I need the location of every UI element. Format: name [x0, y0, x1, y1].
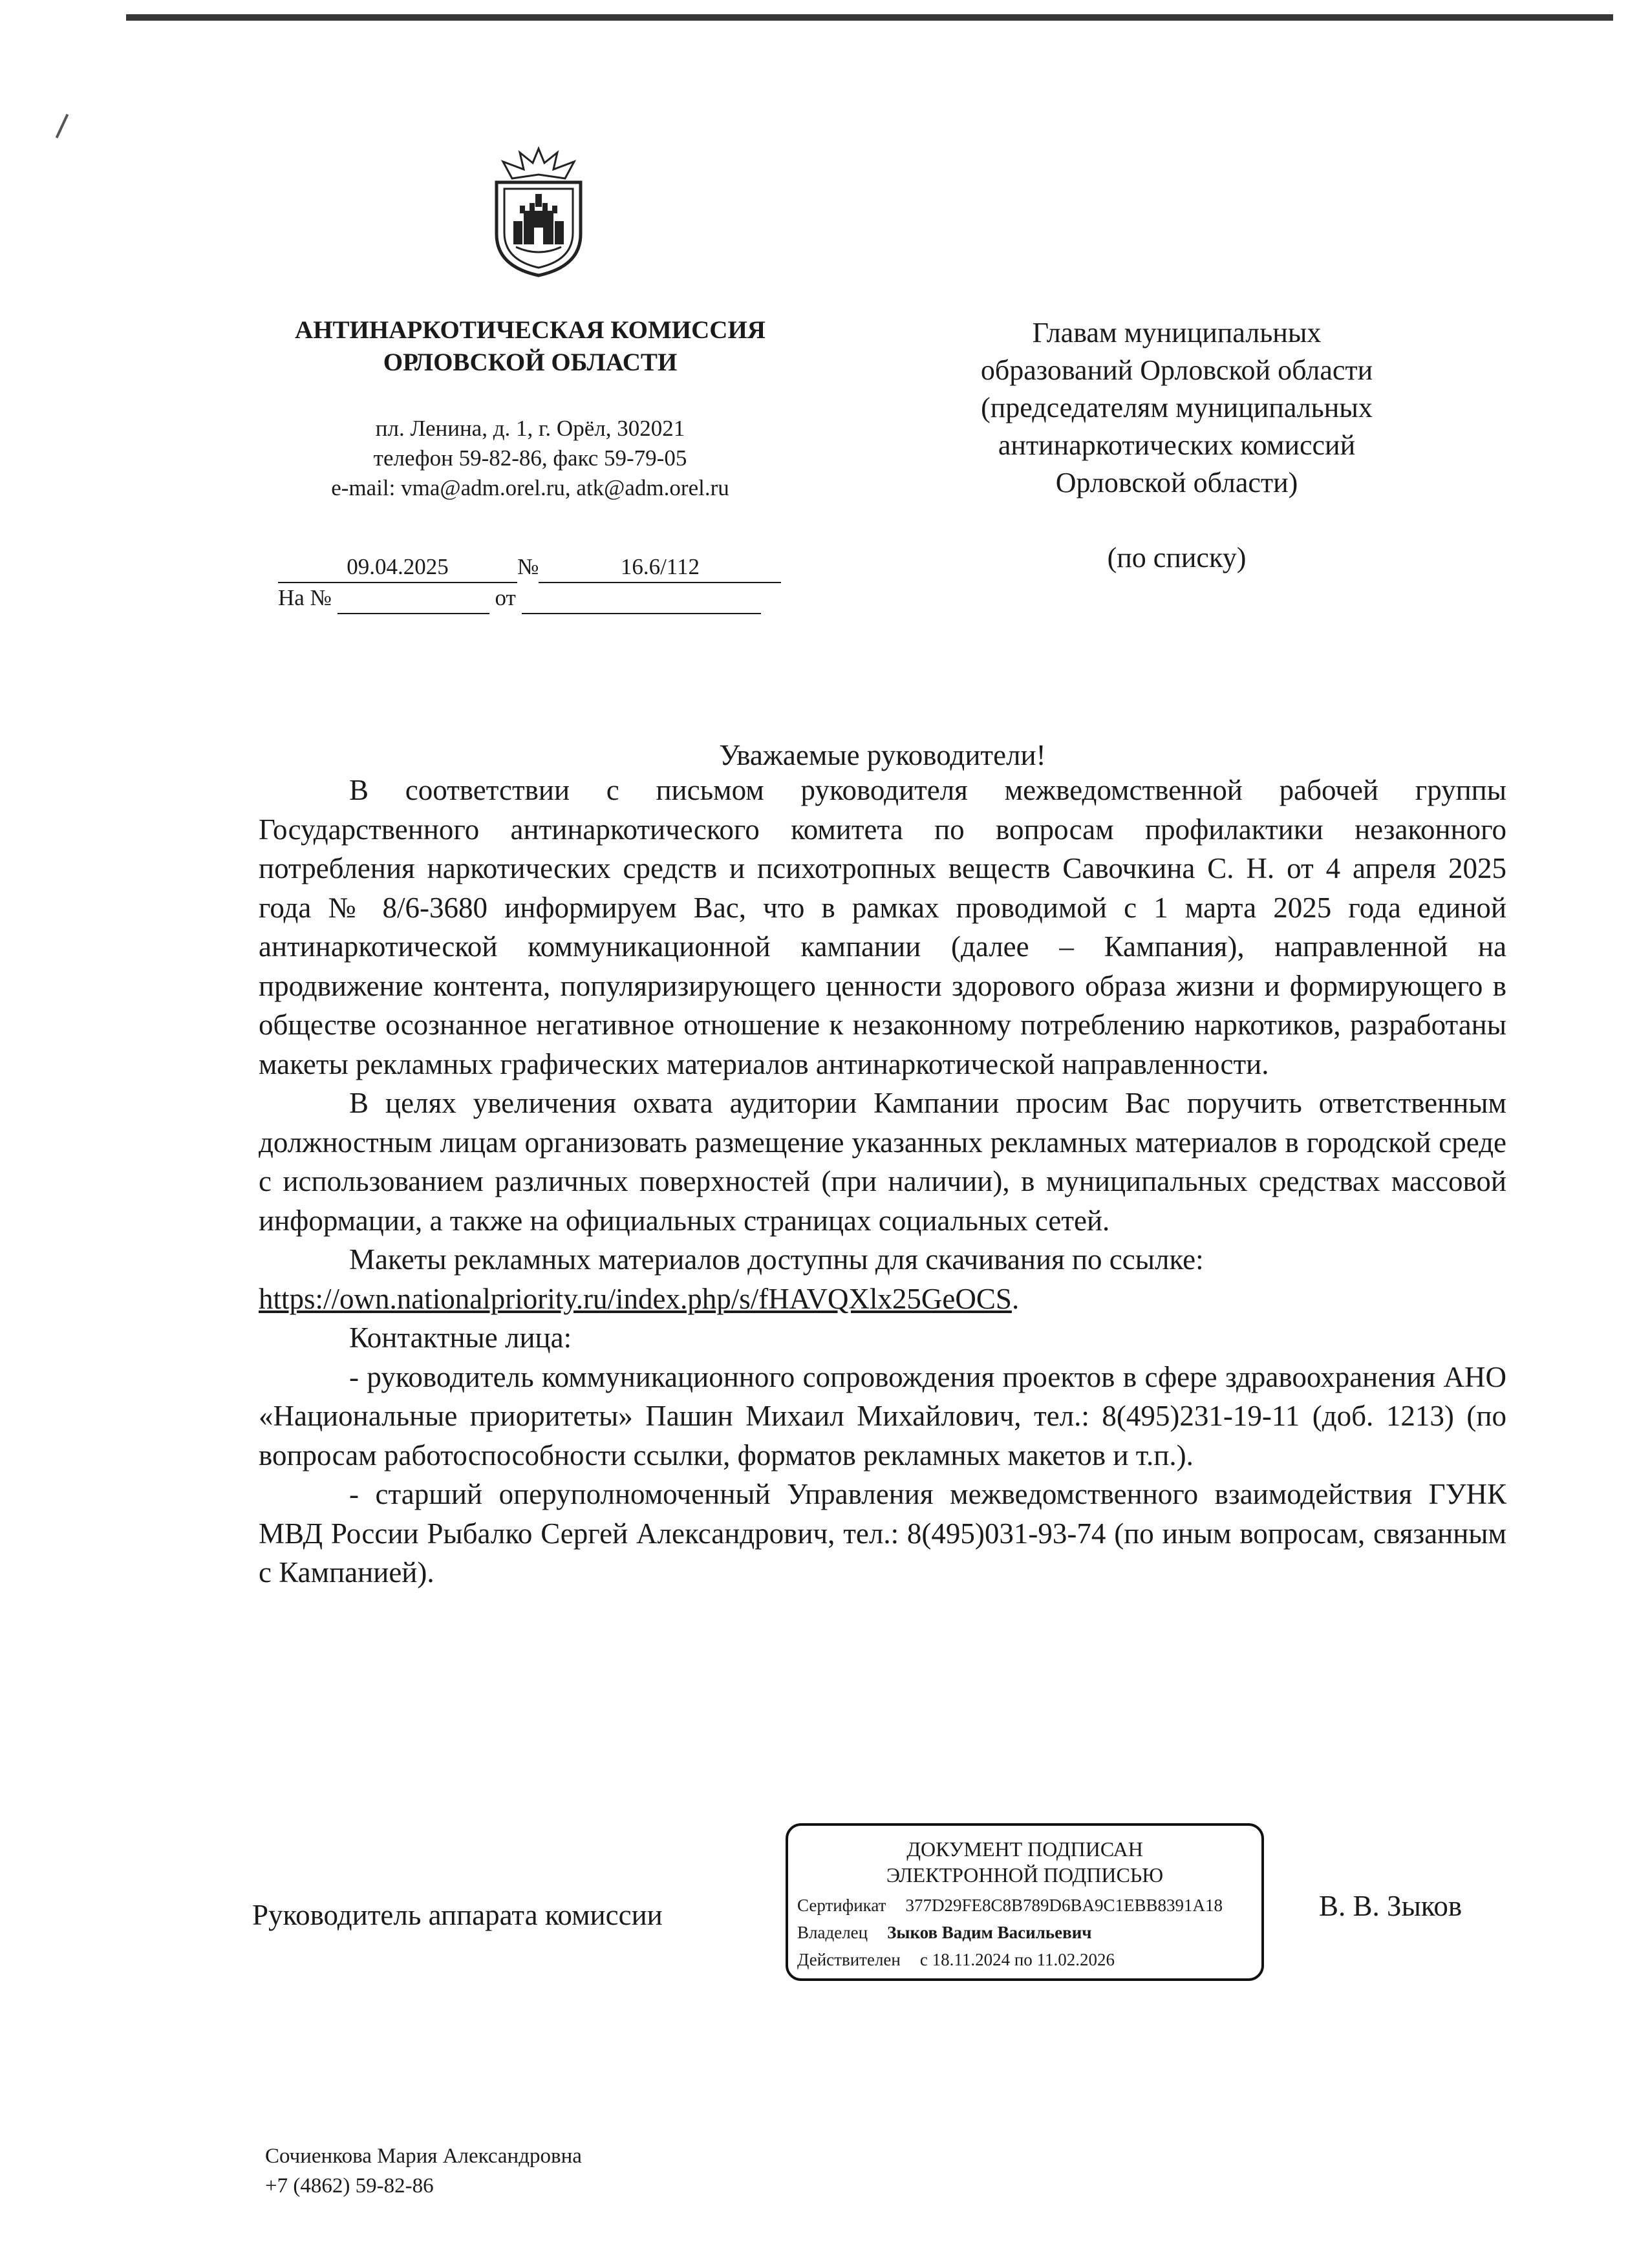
- materials-link[interactable]: https://own.nationalpriority.ru/index.php/s/fHAVQXlx25GeOCS: [259, 1282, 1012, 1315]
- signatory-title: Руководитель аппарата комиссии: [252, 1899, 663, 1931]
- link-line: https://own.nationalpriority.ru/index.php/s/fHAVQXlx25GeOCS.: [259, 1282, 1020, 1315]
- contact-2: - старший оперуполномоченный Управления межведомственного взаимодействия ГУНК МВД России Рыбалко Сергей Александрович, тел.: 8(495)031-93-74 (по иным вопросам, связанным с Кампанией).: [259, 1478, 1506, 1589]
- executor-name: Сочиенкова Мария Александровна: [265, 2145, 582, 2168]
- addressee-line: Главам муниципальных: [1032, 317, 1322, 348]
- owner-label: Владелец: [797, 1923, 868, 1942]
- owner-value: Зыков Вадим Васильевич: [887, 1923, 1092, 1942]
- executor-block: [265, 2141, 582, 2201]
- valid-label: Действителен: [797, 1950, 901, 1969]
- addressee-note: (по списку): [1107, 542, 1247, 573]
- ref-number-blank: [338, 583, 489, 614]
- stamp-header: [788, 1836, 1261, 1888]
- organization-contacts: [246, 414, 815, 503]
- organization-name: [246, 314, 815, 379]
- incoming-reg-line: [278, 583, 815, 614]
- ref-from-label: от: [495, 585, 516, 610]
- scan-top-edge: [126, 14, 1613, 21]
- outgoing-date: 09.04.2025: [278, 552, 517, 583]
- scan-mark: [56, 114, 69, 138]
- org-name-line-1: АНТИНАРКОТИЧЕСКАЯ КОМИССИЯ: [295, 316, 766, 344]
- number-label: №: [517, 554, 539, 579]
- registration-block: [278, 552, 815, 614]
- stamp-line-2: ЭЛЕКТРОННОЙ ПОДПИСЬЮ: [886, 1863, 1164, 1887]
- addressee-line: образований Орловской области: [980, 354, 1373, 386]
- email-addresses: e-mail: vma@adm.orel.ru, atk@adm.orel.ru: [331, 475, 729, 500]
- stamp-owner: [797, 1920, 1092, 1945]
- addressee-block: [886, 314, 1468, 577]
- paragraph-3: Макеты рекламных материалов доступны для скачивания по ссылке:: [349, 1243, 1204, 1276]
- stamp-certificate: [797, 1893, 1223, 1918]
- contacts-label: Контактные лица:: [349, 1321, 572, 1354]
- addressee-line: Орловской области): [1055, 467, 1298, 498]
- greeting: Уважаемые руководители!: [719, 739, 1046, 771]
- signatory-name: В. В. Зыков: [1319, 1890, 1462, 1922]
- postal-address: пл. Ленина, д. 1, г. Орёл, 302021: [375, 416, 685, 441]
- electronic-signature-stamp: [786, 1823, 1264, 1981]
- ref-label: На №: [278, 585, 332, 610]
- stamp-validity: [797, 1947, 1115, 1972]
- ref-date-blank: [522, 583, 761, 614]
- executor-phone: +7 (4862) 59-82-86: [265, 2174, 434, 2198]
- outgoing-reg-line: [278, 552, 815, 583]
- cert-label: Сертификат: [797, 1896, 886, 1915]
- cert-value: 377D29FE8C8B789D6BA9C1EBB8391A18: [905, 1896, 1223, 1915]
- org-name-line-2: ОРЛОВСКОЙ ОБЛАСТИ: [383, 348, 678, 376]
- addressee-line: (председателям муниципальных: [981, 392, 1373, 423]
- paragraph-2: В целях увеличения охвата аудитории Кампании просим Вас поручить ответственным должностным лицам организовать размещение указанных рекламных материалов в городской среде с использованием различных поверхностей (при наличии), в муниципальных средствах массовой информации, а также на официальных страницах социальных сетей.: [259, 1087, 1506, 1237]
- letter-body: [259, 771, 1506, 1592]
- phone-fax: телефон 59-82-86, факс 59-79-05: [373, 445, 687, 471]
- paragraph-1: В соответствии с письмом руководителя межведомственной рабочей группы Государственного антинаркотического комитета по вопросам профилактики незаконного потребления наркотических средств и психотропных веществ Савочкина С. Н. от 4 апреля 2025 года № 8/6-3680 информируем Вас, что в рамках проводимой с 1 марта 2025 года единой антинаркотической коммуникационной кампании (далее – Кампания), направленной на продвижение контента, популяризирующего ценности здорового образа жизни и формирующего в обществе осознанное негативное отношение к незаконному потреблению наркотиков, разработаны макеты рекламных графических материалов антинаркотической направленности.: [259, 774, 1506, 1080]
- coat-of-arms-emblem: [477, 144, 600, 279]
- addressee-line: антинаркотических комиссий: [998, 429, 1356, 461]
- valid-value: с 18.11.2024 по 11.02.2026: [919, 1950, 1115, 1969]
- outgoing-number: 16.6/112: [539, 552, 781, 583]
- contact-1: - руководитель коммуникационного сопровождения проектов в сфере здравоохранения АНО «Национальные приоритеты» Пашин Михаил Михайлович, тел.: 8(495)231-19-11 (доб. 1213) (по вопросам работоспособности ссылки, форматов рекламных макетов и т.п.).: [259, 1360, 1506, 1471]
- stamp-line-1: ДОКУМЕНТ ПОДПИСАН: [906, 1837, 1143, 1861]
